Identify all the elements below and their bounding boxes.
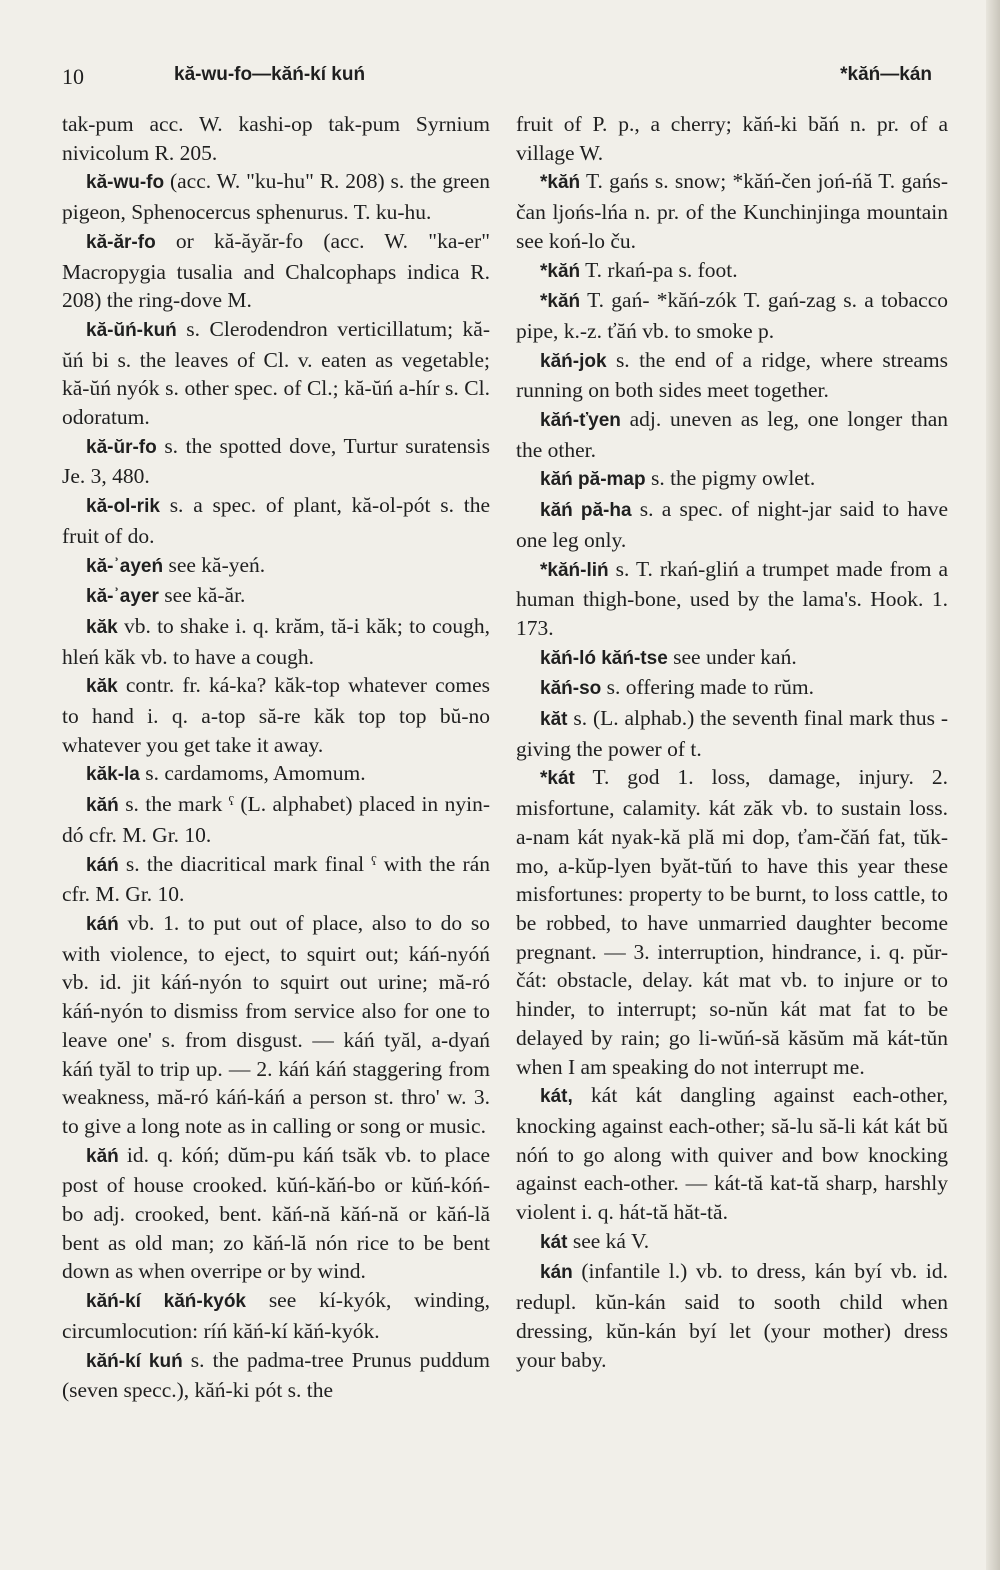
dictionary-entry [62,581,490,612]
entry-definition: see under kań. [673,644,797,669]
dictionary-entry [516,1227,948,1258]
entry-definition: T. gań- *kăń-zók T. gań-zag s. a tobacco pipe, k.-z. ťăń vb. to smoke p. [516,288,948,343]
entry-headword: kăń-so [540,678,602,700]
entry-definition: s. T. rkań-gliń a trumpet made from a human thigh-bone, used by the lama's. Hook. 1. 173. [516,556,948,640]
entry-definition: s. a spec. of plant, kă-ol-pót s. the fruit of do. [62,493,490,548]
entry-headword: kăk-la [86,764,140,786]
dictionary-entry [516,763,948,1081]
entry-headword: kă-ŭr-fo [86,436,157,458]
entry-definition: T. gańs s. snow; *kăń-čen joń-ńă T. gańs-čan ljońs-lńa n. pr. of the Kunchinjinga mountain see koń-lo ču. [516,169,948,253]
entry-definition: s. Clerodendron verticillatum; kă-ŭń bi s. the leaves of Cl. v. eaten as vegetable; kă-ŭń nyók s. other spec. of Cl.; kă-ŭń a-hír s. Cl. odoratum. [62,316,490,430]
entry-definition: T. rkań-pa s. foot. [585,257,738,282]
page-header [62,64,962,94]
dictionary-entry [62,167,490,226]
left-column [62,110,490,1405]
entry-definition: or kă-ăyăr-fo (acc. W. "ka-er" Macropygia tusalia and Chalcophaps indica R. 208) the ring-dove M. [62,228,490,313]
entry-headword: kăń pă-ha [540,500,632,522]
entry-definition: see kí-kyók, winding, circumlocution: ríń kăń-kí kăń-kyók. [62,1288,490,1343]
entry-headword: káń [86,854,119,876]
dictionary-entry [62,551,490,582]
entry-headword: kăń-kí kuń [86,1350,183,1372]
dictionary-entry [516,405,948,464]
entry-definition: see ká V. [572,1228,650,1253]
dictionary-entry [516,346,948,405]
entry-headword: kăk [86,676,118,698]
entry-definition: contr. fr. ká-ka? kăk-top whatever comes to hand i. q. a-top să-re kăk top top bŭ-no whatever you get take it away. [62,673,490,757]
entry-definition: id. q. kóń; dŭm-pu káń tsăk vb. to place post of house crooked. kŭń-kăń-bo or kŭń-kóń-bo adj. crooked, bent. kăń-nă kăń-nă or kăń-lă bent as old man; zo kăń-lă nón rice to be bent down as when overripe or by wind. [62,1142,491,1284]
dictionary-entry [62,227,490,315]
dictionary-entry [62,790,490,849]
entry-headword: kăń pă-map [540,469,646,491]
entry-definition: fruit of P. p., a cherry; kăń-ki băń n. pr. of a village W. [516,112,948,165]
entry-headword: kán [540,1262,573,1284]
dictionary-entry [62,850,490,909]
entry-headword: káń [86,913,119,935]
entry-headword: *kăń [540,260,581,282]
dictionary-entry [516,167,948,255]
dictionary-entry [62,1286,490,1345]
entry-definition: s. the diacritical mark final ˤ with the rán cfr. M. Gr. 10. [62,851,491,907]
entry-headword: kát, [540,1086,573,1108]
entry-headword: *kăń [540,172,581,194]
entry-definition: s. offering made to rŭm. [606,675,815,700]
entry-headword: kă-ol-rik [86,496,160,518]
entry-headword: kăń-kí kăń-kyók [86,1291,246,1313]
entry-definition: s. (L. alphab.) the seventh final mark thus - giving the power of t. [516,706,949,761]
dictionary-entry [516,495,948,554]
dictionary-entry [62,671,490,759]
entry-definition: s. the spotted dove, Turtur suratensis Je. 3, 480. [62,433,491,489]
entry-definition: (infantile l.) vb. to dress, kán byí vb. id. redupl. kŭn-kán said to sooth child when dressing, kŭn-kán byí let (your mother) dress your baby. [516,1259,948,1372]
entry-definition: s. cardamoms, Amomum. [145,761,366,786]
dictionary-entry [516,643,948,674]
entry-headword: kăń [86,1145,119,1167]
dictionary-entry [516,704,948,763]
dictionary-entry [516,286,948,345]
dictionary-entry [516,1081,948,1227]
entry-headword: kăń-ló kăń-tse [540,647,668,669]
dictionary-entry [516,256,948,287]
entry-definition: s. the pigmy owlet. [650,466,816,491]
entry-headword: kă-ŭń-kuń [86,319,177,341]
entry-definition: vb. 1. to put out of place, also to do so with violence, to eject, to squirt out; káń-nyóń vb. id. jit káń-nyón to squirt out urine; mă-ró káń-nyón to dismiss from service also for one to leave one' s. from disgust. — káń tyăl, a-dyań káń tyăl to trip up. — 2. káń káń staggering from weakness, mă-ró káń-káń a person st. thro' w. 3. to give a long note as in calling or song or music. [62,910,491,1138]
entry-definition: T. god 1. loss, damage, injury. 2. misfortune, calamity. kát zăk vb. to sustain loss. a-nam kát nyak-kă plă mi dop, ťam-čăń fat, tŭk-mo, a-kŭp-lyen byăt-tŭń to have this year these misfortunes: property to be burnt, to loss cattle, to be robbed, to have unmarried daughter become pregnant. — 3. interruption, hindrance, i. q. pŭr-čát: obstacle, delay. kát mat vb. to injure or to hinder, to interrupt; so-nŭn kát mat fat to be delayed by rain; go li-wŭń-să kăsŭm mă kát-tŭn when I am speaking do not interrupt me. [516,765,948,1079]
dictionary-entry [62,491,490,550]
entry-headword: kă-ʾayeń [86,555,164,577]
entry-headword: kă-ʾayer [86,586,159,608]
entry-headword: kăń [86,795,119,817]
dictionary-entry [62,909,490,1141]
dictionary-entry [62,432,490,491]
entry-headword: *kát [540,768,575,790]
page-edge-shadow [986,0,1000,1570]
entry-definition: (acc. W. "ku-hu" R. 208) s. the green pigeon, Sphenocercus sphenurus. T. ku-hu. [62,169,491,225]
entry-definition: s. the mark ˤ (L. alphabet) placed in nyin-dó cfr. M. Gr. 10. [62,792,490,847]
dictionary-entry [62,110,490,167]
entry-headword: kă-wu-fo [86,172,165,194]
entry-definition: see kă-ăr. [164,583,246,608]
dictionary-entry [516,673,948,704]
entry-headword: kăń-jok [540,350,607,372]
entry-definition: kát kát dangling against each-other, knocking against each-other; să-lu să-li kát kát bŭ nóń to go along with quiver and bow knocking against each-other. — kát-tă kat-tă sharp, harshly violent i. q. hát-tă hăt-tă. [516,1083,949,1225]
page-number: 10 [62,64,84,89]
right-column [516,110,948,1374]
entry-headword: kă-ăr-fo [86,231,156,253]
entry-definition: vb. to shake i. q. krăm, tă-i kăk; to cough, hleń kăk vb. to have a cough. [62,613,491,669]
entry-definition: see kă-yeń. [168,552,266,577]
entry-definition: s. the end of a ridge, where streams running on both sides meet together. [516,347,948,403]
entry-headword: *kăń-liń [540,559,609,581]
entry-definition: tak-pum acc. W. kashi-op tak-pum Syrnium nivicolum R. 205. [62,112,490,165]
right-running-head: *kăń—kán [840,64,932,85]
dictionary-entry [516,1257,948,1374]
dictionary-entry [62,1346,490,1405]
dictionary-entry [62,612,490,671]
entry-definition: s. the padma-tree Prunus puddum (seven specc.), kăń-ki pót s. the [62,1347,491,1403]
entry-definition: adj. uneven as leg, one longer than the other. [516,407,948,462]
entry-definition: s. a spec. of night-jar said to have one leg only. [516,497,948,552]
entry-headword: kăk [86,616,118,638]
dictionary-entry [516,555,948,643]
dictionary-entry [516,464,948,495]
dictionary-entry [62,315,490,432]
entry-headword: kăt [540,709,568,731]
left-running-head: kă-wu-fo—kăń-kí kuń [174,64,366,85]
entry-headword: kát [540,1231,568,1253]
entry-headword: kăń-ťyen [540,410,621,432]
dictionary-entry [62,1141,490,1287]
dictionary-entry [62,759,490,790]
entry-headword: *kăń [540,291,581,313]
dictionary-entry [516,110,948,167]
